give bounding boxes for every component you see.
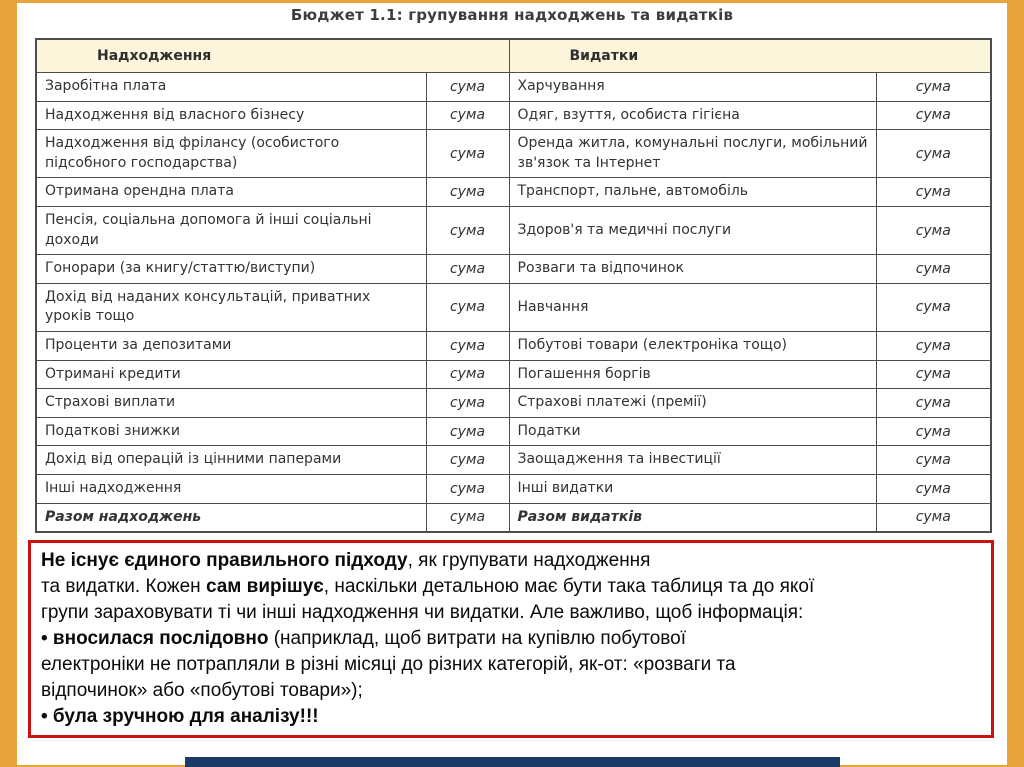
income-label-cell: Гонорари (за книгу/статтю/виступи) <box>36 255 426 284</box>
income-sum-cell: сума <box>426 389 509 418</box>
table-row <box>36 446 991 475</box>
expense-label-cell: Погашення боргів <box>509 360 876 389</box>
expense-sum-cell: сума <box>876 417 991 446</box>
income-sum-cell: сума <box>426 255 509 284</box>
income-sum-cell: сума <box>426 446 509 475</box>
expense-sum-cell: сума <box>876 331 991 360</box>
expense-label-cell: Навчання <box>509 283 876 331</box>
table-row <box>36 283 991 331</box>
income-label-cell: Надходження від фрілансу (особистого підсобного господарства) <box>36 130 426 178</box>
expense-label-cell: Оренда житла, комунальні послуги, мобільний зв'язок та Інтернет <box>509 130 876 178</box>
table-row <box>36 474 991 503</box>
income-label-cell: Разом надходжень <box>36 503 426 532</box>
note-line: • була зручною для аналізу!!! <box>41 706 319 727</box>
table-row <box>36 178 991 207</box>
expense-label-cell: Транспорт, пальне, автомобіль <box>509 178 876 207</box>
expense-label-cell: Харчування <box>509 73 876 102</box>
footer-bar <box>185 757 840 767</box>
income-label-cell: Надходження від власного бізнесу <box>36 101 426 130</box>
expense-sum-cell: сума <box>876 503 991 532</box>
income-label-cell: Дохід від операцій із цінними паперами <box>36 446 426 475</box>
expense-label-cell: Страхові платежі (премії) <box>509 389 876 418</box>
page-border-top <box>0 0 1024 3</box>
expense-sum-cell: сума <box>876 178 991 207</box>
note-line: відпочинок» або «побутові товари»); <box>41 680 363 701</box>
table-row <box>36 417 991 446</box>
note-line: електроніки не потрапляли в різні місяці до різних категорій, як-от: «розваги та <box>41 654 736 675</box>
income-sum-cell: сума <box>426 360 509 389</box>
expense-sum-cell: сума <box>876 130 991 178</box>
note-line: групи зараховувати ті чи інші надходження чи видатки. Але важливо, щоб інформація: <box>41 602 804 623</box>
note-line: та видатки. Кожен сам вирішує, наскільки детальною має бути така таблиця та до якої <box>41 576 815 597</box>
income-sum-cell: сума <box>426 73 509 102</box>
page-border-right <box>1007 0 1024 767</box>
table-row <box>36 255 991 284</box>
expense-sum-cell: сума <box>876 474 991 503</box>
table-row <box>36 360 991 389</box>
income-header-cell: Надходження <box>36 39 509 73</box>
income-label-cell: Отримана орендна плата <box>36 178 426 207</box>
note-line: • вносилася послідовно (наприклад, щоб витрати на купівлю побутової <box>41 628 687 649</box>
expense-sum-cell: сума <box>876 255 991 284</box>
expenses-header-cell: Видатки <box>509 39 991 73</box>
expense-sum-cell: сума <box>876 446 991 475</box>
table-row <box>36 130 991 178</box>
income-sum-cell: сума <box>426 101 509 130</box>
expense-label-cell: Побутові товари (електроніка тощо) <box>509 331 876 360</box>
table-row <box>36 331 991 360</box>
table-row <box>36 73 991 102</box>
expense-label-cell: Одяг, взуття, особиста гігієна <box>509 101 876 130</box>
expense-label-cell: Разом видатків <box>509 503 876 532</box>
income-sum-cell: сума <box>426 283 509 331</box>
expense-label-cell: Податки <box>509 417 876 446</box>
table-row <box>36 101 991 130</box>
expense-label-cell: Інші видатки <box>509 474 876 503</box>
page-border-left <box>0 0 17 767</box>
expense-sum-cell: сума <box>876 360 991 389</box>
table-row <box>36 503 991 532</box>
income-sum-cell: сума <box>426 503 509 532</box>
table-header-row <box>36 39 991 73</box>
income-label-cell: Дохід від наданих консультацій, приватних уроків тощо <box>36 283 426 331</box>
income-label-cell: Заробітна плата <box>36 73 426 102</box>
expense-label-cell: Заощадження та інвестиції <box>509 446 876 475</box>
income-sum-cell: сума <box>426 474 509 503</box>
budget-table-body <box>36 73 991 533</box>
income-sum-cell: сума <box>426 178 509 207</box>
table-row <box>36 206 991 254</box>
expense-sum-cell: сума <box>876 101 991 130</box>
expense-sum-cell: сума <box>876 73 991 102</box>
income-sum-cell: сума <box>426 331 509 360</box>
income-label-cell: Пенсія, соціальна допомога й інші соціальні доходи <box>36 206 426 254</box>
income-label-cell: Проценти за депозитами <box>36 331 426 360</box>
expense-label-cell: Здоров'я та медичні послуги <box>509 206 876 254</box>
note-box <box>28 540 994 738</box>
expense-sum-cell: сума <box>876 283 991 331</box>
expense-label-cell: Розваги та відпочинок <box>509 255 876 284</box>
income-label-cell: Інші надходження <box>36 474 426 503</box>
income-label-cell: Отримані кредити <box>36 360 426 389</box>
income-label-cell: Податкові знижки <box>36 417 426 446</box>
budget-table <box>35 38 992 533</box>
note-line: Не існує єдиного правильного підходу, як групувати надходження <box>41 550 651 571</box>
table-row <box>36 389 991 418</box>
income-sum-cell: сума <box>426 417 509 446</box>
page-title: Бюджет 1.1: групування надходжень та видатків <box>290 6 734 24</box>
note-text <box>41 548 981 730</box>
income-label-cell: Страхові виплати <box>36 389 426 418</box>
income-sum-cell: сума <box>426 130 509 178</box>
income-sum-cell: сума <box>426 206 509 254</box>
expense-sum-cell: сума <box>876 389 991 418</box>
expense-sum-cell: сума <box>876 206 991 254</box>
